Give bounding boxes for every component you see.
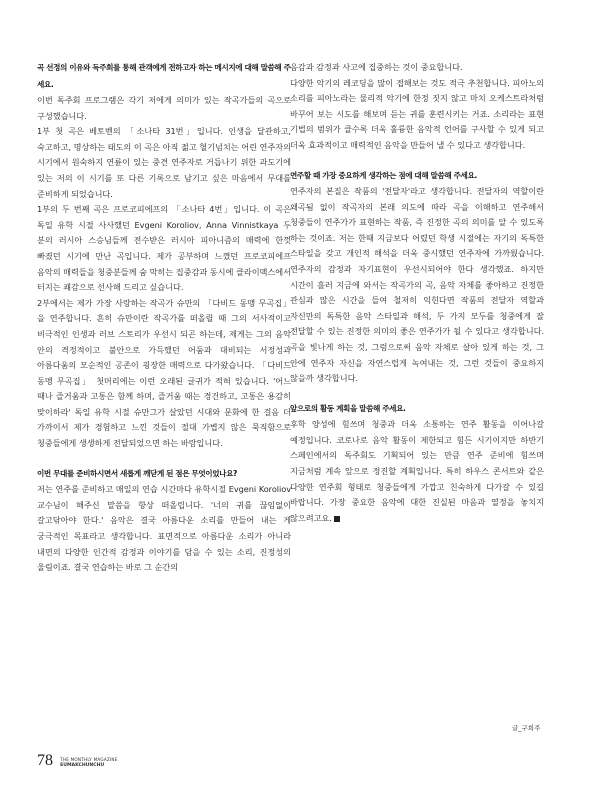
page-footer xyxy=(37,750,118,769)
section-gap xyxy=(290,154,544,168)
answer-paragraph: 2부에서는 제가 가장 사랑하는 작곡가 슈만의 「다비드 동맹 무곡집」을 연주합니다. 흔히 슈만이란 작곡가를 떠올릴 때 그의 서사적이고 비극적인 인생과 러브 스토리가 우선시 되곤 하는데, 제게는 그의 음악 안의 격정적이고 불안으로 가득했던 어둠과 대비되는 서정성과 아름다움의 모순적인 공존이 굉장한 매력으로 다가왔습니다. 「다비드 동맹 무곡집」 첫머리에는 이런 오래된 글귀가 적혀 있습니다. '어느 때나 즐거움과 고통은 함께 하며, 즐거움 때는 경건하고, 고통은 용감히 맞이하라' 독일 유학 시절 슈만그가 살았던 시대와 문화에 한 걸음 더 가까이서 제가 경험하고 느낀 것들이 절대 가볍지 않은 묵직함으로 청중들에게 생생하게 전달되었으면 하는 바람입니다. xyxy=(37,297,291,449)
page-number: 78 xyxy=(37,752,53,769)
answer-paragraph: 1부의 두 번째 곡은 프로코피에프의 「소나타 4번」입니다. 이 곡은 독일 유학 시절 사사했던 Evgeni Koroliov, Anna Vinnistkaya 두 분의 러시아 스승님들께 전수받은 러시아 피아니즘의 매력에 한껏 빠졌던 시기에 만난 곡입니다. 제가 공부하며 느꼈던 프로코피에프 음악의 매력들을 청중분들께 숨 막히는 집중감과 동시에 클라이맥스에서 터지는 쾌감으로 선사해 드리고 싶습니다. xyxy=(37,204,291,293)
answer-paragraph: 이번 독주회 프로그램은 각기 저에게 의미가 있는 작곡가들의 곡으로 구성했습니다. xyxy=(37,95,291,121)
answer-paragraph xyxy=(290,417,544,526)
magazine-name-line2: EUMAKCHUNCHU xyxy=(60,763,105,768)
magazine-name xyxy=(60,757,118,769)
end-mark-icon xyxy=(334,516,340,522)
section-gap xyxy=(37,452,291,466)
answer-paragraph: 1부 첫 곡은 베토벤의 「소나타 31번」입니다. 인생을 달관하고, 숙고하고, 명상하는 태도의 이 곡은 아직 젊고 혈기넘치는 어린 연주자의 시기에서 원숙하지 연륜이 있는 중견 연주자로 거듭나기 위한 과도기에 있는 저의 이 시기를 또 다른 기록으로 남기고 싶은 마음에서 무대를 준비하게 되었습니다. xyxy=(37,126,291,199)
answer-paragraph: 저는 연주를 준비하고 매일의 연습 시간마다 유학시절 Evgeni Koroliov 교수님이 해주신 말씀을 항상 떠올립니다. '너의 귀를 끊임없이 갈고닦아야 한다.' 음악은 결국 아름다운 소리를 만들어 내는 게 궁극적인 목표라고 생각합니다. 표면적으로 아름다운 소리가 아니라 내면의 다양한 인간적 감정과 이야기를 담을 수 있는 소리, 진정성의 울림이죠. 결국 연습하는 바로 그 순간의 xyxy=(37,484,291,573)
interview-question: 연주할 때 가장 중요하게 생각하는 점에 대해 말씀해 주세요. xyxy=(290,170,477,180)
interview-question: 이번 무대를 준비하시면서 새롭게 깨닫게 된 점은 무엇이었나요? xyxy=(37,468,238,478)
answer-paragraph: 다양한 악기의 레코딩을 많이 접해보는 것도 적극 추천합니다. 피아노의 소리를 피아노라는 물리적 악기에 한정 짓지 않고 마치 오케스트라처럼 바꾸어 보는 시도를 해보며 듣는 귀를 훈련시키는 거죠. 소리라는 표현 기법의 범위가 클수록 더욱 훌륭한 음악적 언어를 구사할 수 있게 되고 더욱 효과적이고 매력적인 음악을 만들어 낼 수 있다고 생각합니다. xyxy=(290,77,544,150)
answer-paragraph: 음감과 감정과 사고에 집중하는 것이 중요합니다. xyxy=(290,62,463,72)
magazine-name-line1: THE MONTHLY MAGAZINE xyxy=(60,757,118,762)
right-column xyxy=(290,60,544,526)
answer-paragraph: 연주자의 본질은 작품의 '전달자'라고 생각합니다. 전달자의 역할이란 왜곡됨 없이 작곡자의 본래 의도에 따라 곡을 이해하고 연주해서 청중들이 연주가가 표현하는 작품, 즉 진정한 곡의 의미를 알 수 있도록 하는 것이죠. 저는 한때 지금보다 어렸던 학생 시절에는 자기의 독특한 스타일을 갖고 개인적 해석을 더욱 중시했던 연주자에 가까웠습니다. 연주자의 감정과 자기표현이 우선시되어야 한다 생각했죠. 하지만 시간이 흘러 지금에 와서는 작곡가의 곡, 음악 자체를 좋아하고 진정한 관심과 많은 시간을 들여 철저히 익힌다면 작품의 전달자 역할과 자신만의 독특한 음악 스타일과 해석, 두 가지 모두를 청중에게 잘 전달할 수 있는 진정한 의미의 좋은 연주가가 될 수 있다고 생각합니다. 곡을 빛나게 하는 것, 그럼으로써 음악 자체로 살아 있게 하는 것, 그 안에 연주자 자신을 자연스럽게 녹여내는 것, 그런 것들이 중요하지 않을까 생각합니다. xyxy=(290,186,544,384)
section-gap xyxy=(290,387,544,401)
answer-text: 후학 양성에 힘쓰며 청중과 더욱 소통하는 연주 활동을 이어나갈 예정입니다. 코로나로 음악 활동이 제한되고 힘든 시기이지만 하반기 스페인에서의 독주회도 기획되어 있는 만큼 연주 준비에 힘쓰며 지금처럼 계속 앞으로 정진할 계획입니다. 특히 하우스 콘서트와 같은 다양한 연주회 형태로 청중들에게 가깝고 친숙하게 다가갈 수 있길 바랍니다. 가장 중요한 음악에 대한 진실된 마음과 열정을 놓치지 않으려고요. xyxy=(290,419,544,523)
interview-question: 앞으로의 활동 계획을 말씀해 주세요. xyxy=(290,403,406,413)
author-credit: 글_구희주 xyxy=(512,724,541,732)
left-column xyxy=(37,60,291,576)
interview-question: 곡 선정의 이유와 독주회를 통해 관객에게 전하고자 하는 메시지에 대해 말씀해 주세요. xyxy=(37,63,291,89)
